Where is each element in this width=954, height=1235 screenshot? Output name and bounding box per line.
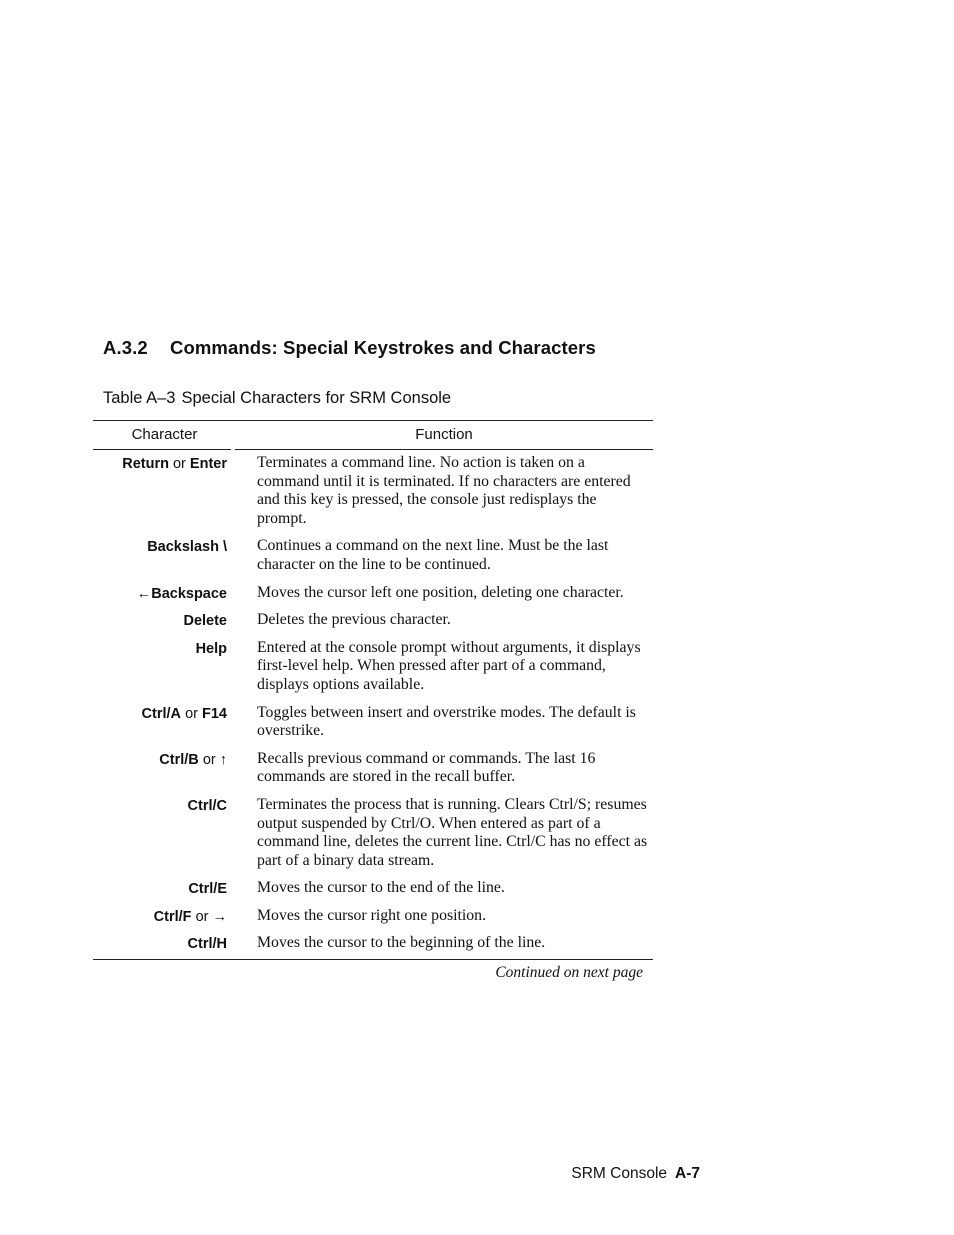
alt-key-name: ↑ [219, 751, 227, 768]
table-row [93, 450, 653, 533]
alt-key-name: Enter [189, 456, 227, 472]
key-name: Ctrl/B [159, 751, 199, 768]
character-cell [93, 454, 227, 528]
key-name: Return [122, 456, 169, 472]
table-row [93, 533, 653, 579]
or-text: or [195, 908, 209, 925]
table-row [93, 930, 653, 958]
key-name: Help [195, 640, 227, 657]
alt-key-name: F14 [202, 705, 227, 722]
table-row [93, 746, 653, 792]
section-number: A.3.2 [103, 337, 148, 358]
key-name: Ctrl/H [187, 936, 227, 953]
table-header [93, 421, 653, 450]
function-cell: Moves the cursor to the end of the line. [257, 879, 505, 897]
alt-key-name: → [212, 908, 227, 925]
function-cell: Moves the cursor right one position. [257, 906, 487, 924]
footer-label: SRM Console [571, 1165, 668, 1182]
table-row [93, 607, 653, 635]
table-row [93, 580, 653, 608]
character-cell [93, 907, 227, 926]
function-cell: Continues a command on the next line. Must be the last character on the line to be continued. [257, 537, 609, 573]
bottom-rule [93, 959, 653, 960]
key-name: Ctrl/A [141, 705, 182, 722]
table-caption [103, 389, 451, 408]
key-name: Backslash \ [147, 539, 227, 556]
table-row [93, 903, 653, 931]
table-row [93, 635, 653, 700]
key-name: Ctrl/F [153, 908, 192, 925]
table-row [93, 875, 653, 903]
key-name: ←Backspace [136, 585, 227, 602]
table-row [93, 792, 653, 875]
character-cell [93, 704, 227, 741]
character-cell [93, 750, 227, 787]
or-text: or [185, 705, 198, 722]
function-cell: Moves the cursor to the beginning of the line. [257, 934, 546, 952]
header-function: Function [415, 426, 473, 443]
key-name: Delete [183, 613, 227, 630]
header-underline-character [93, 449, 231, 450]
table-body [93, 450, 653, 958]
table-number: Table A–3 [103, 389, 176, 407]
page-footer [571, 1165, 700, 1183]
or-text: or [172, 456, 186, 472]
character-cell [93, 879, 227, 898]
function-cell: Terminates a command line. No action is taken on a command until it is terminated. If no characters are entered and this key is pressed, the console just redisplays the prompt. [257, 454, 631, 527]
character-cell [93, 611, 227, 630]
or-text: or [202, 751, 216, 768]
function-cell: Moves the cursor left one position, deleting one character. [257, 583, 624, 601]
table-row [93, 700, 653, 746]
character-cell [93, 537, 227, 574]
function-cell: Recalls previous command or commands. The last 16 commands are stored in the recall buffer. [257, 749, 596, 786]
character-cell [93, 584, 227, 603]
character-cell [93, 639, 227, 695]
function-cell: Deletes the previous character. [257, 611, 451, 629]
function-cell: Terminates the process that is running. Clears Ctrl/S; resumes output suspended by Ctrl/O. When entered as part of a command line, deletes the current line. Ctrl/C has no effect as part of a binary data stream. [257, 795, 648, 869]
section-title: Commands: Special Keystrokes and Characters [170, 337, 596, 358]
function-cell: Toggles between insert and overstrike modes. The default is overstrike. [257, 703, 636, 740]
header-character: Character [131, 426, 198, 443]
page-number: A-7 [675, 1165, 700, 1182]
function-cell: Entered at the console prompt without arguments, it displays first-level help. When pressed after part of a command, displays options available. [257, 638, 641, 693]
character-cell [93, 796, 227, 870]
section-heading [103, 337, 596, 359]
continued-note: Continued on next page [495, 964, 643, 982]
header-underline-function [235, 449, 653, 450]
special-characters-table [93, 420, 653, 982]
table-title: Special Characters for SRM Console [181, 389, 452, 407]
key-name: Ctrl/E [188, 881, 227, 898]
character-cell [93, 934, 227, 953]
key-name: Ctrl/C [187, 797, 227, 814]
